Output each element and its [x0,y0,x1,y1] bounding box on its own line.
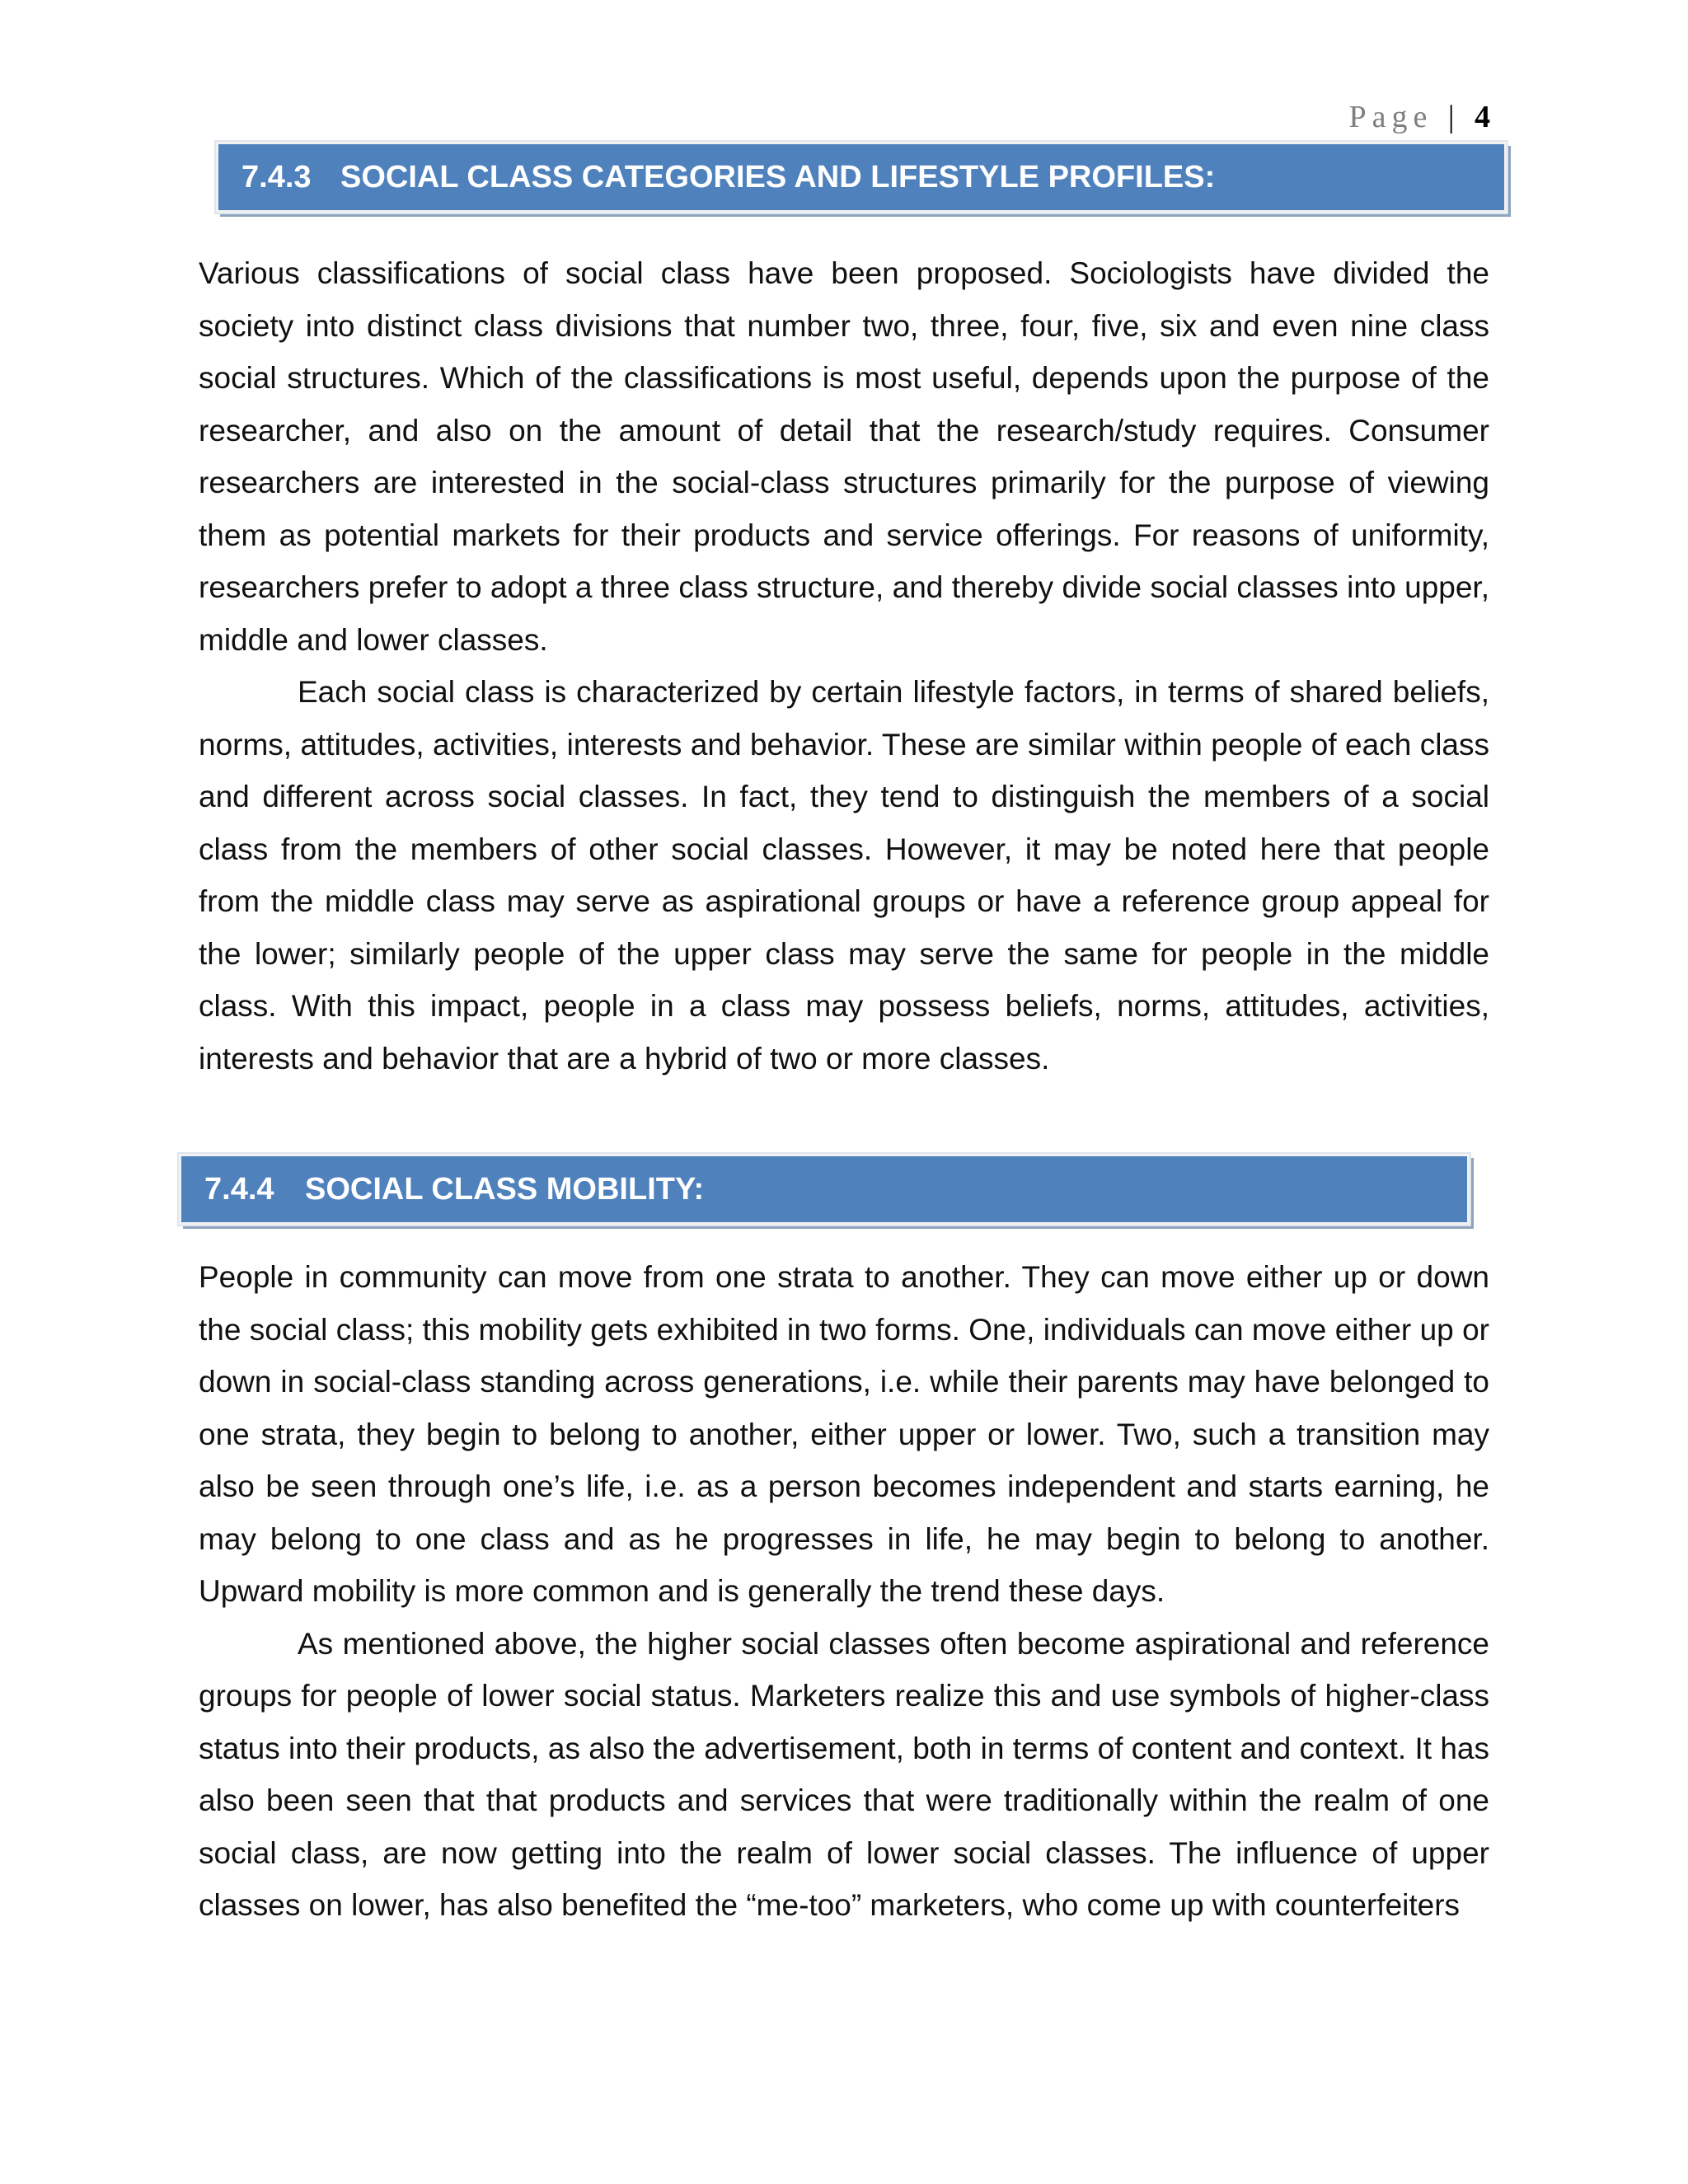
section-number: 7.4.3 [241,159,312,194]
section-number: 7.4.4 [204,1171,274,1207]
page-label: Page [1348,100,1433,134]
section-body-7-4-3 [199,247,1489,1085]
page-separator: | [1447,100,1455,134]
section-title: SOCIAL CLASS CATEGORIES AND LIFESTYLE PROFILES: [340,159,1216,194]
page-header [1349,99,1490,135]
paragraph: Each social class is characterized by certain lifestyle factors, in terms of shared beliefs, norms, attitudes, activities, interests and behavior. These are similar within people of each class and different across social classes. In fact, they tend to distinguish the members of a social class from the members of other social classes. However, it may be noted here that people from the middle class may serve as aspirational groups or have a reference group appeal for the lower; similarly people of the upper class may serve the same for people in the middle class. With this impact, people in a class may possess beliefs, norms, attitudes, activities, interests and behavior that are a hybrid of two or more classes. [199,675,1489,1076]
section-title: SOCIAL CLASS MOBILITY: [305,1171,705,1207]
page-number: 4 [1475,100,1490,134]
section-body-7-4-4 [199,1251,1489,1932]
paragraph: As mentioned above, the higher social classes often become aspirational and reference groups for people of lower social status. Marketers realize this and use symbols of higher-class status into their products, as also the advertisement, both in terms of content and context. It has also been seen that that products and services that were traditionally within the realm of one social class, are now getting into the realm of lower social classes. The influence of upper classes on lower, has also benefited the “me-too” marketers, who come up with counterfeiters [199,1626,1489,1922]
section-heading-7-4-3 [216,142,1507,213]
section-heading-7-4-4 [179,1154,1470,1225]
paragraph: Various classifications of social class have been proposed. Sociologists have divided the society into distinct class divisions that number two, three, four, five, six and even nine class social structures. Which of the classifications is most useful, depends upon the purpose of the researcher, and also on the amount of detail that the research/study requires. Consumer researchers are interested in the social-class structures primarily for the purpose of viewing them as potential markets for their products and service offerings. For reasons of uniformity, researchers prefer to adopt a three class structure, and thereby divide social classes into upper, middle and lower classes. [199,256,1489,657]
paragraph: People in community can move from one strata to another. They can move either up or down the social class; this mobility gets exhibited in two forms. One, individuals can move either up or down in social-class standing across generations, i.e. while their parents may have belonged to one strata, they begin to belong to another, either upper or lower. Two, such a transition may also be seen through one’s life, i.e. as a person becomes independent and starts earning, he may belong to one class and as he progresses in life, he may begin to belong to another. Upward mobility is more common and is generally the trend these days. [199,1260,1489,1608]
